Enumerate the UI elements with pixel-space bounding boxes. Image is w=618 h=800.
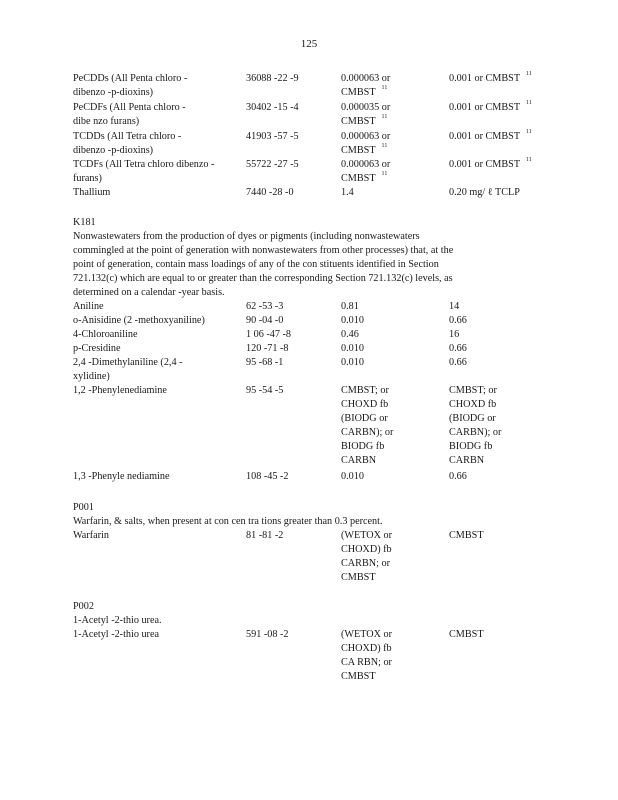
nonwastewater-standard: 14: [449, 301, 460, 312]
table-row: [73, 342, 543, 356]
footnote-ref: 11: [526, 156, 532, 163]
table-row: [73, 628, 543, 684]
cas-number: 95 -54 -5: [246, 385, 284, 396]
table-row: [73, 356, 543, 384]
nonwastewater-standard: CMBST: [449, 629, 484, 640]
wastewater-standard: 0.81: [341, 301, 359, 312]
table-row: [73, 384, 543, 470]
waste-code: P002: [73, 601, 94, 612]
wastewater-standard: 1.4: [341, 187, 354, 198]
nonwastewater-standard: 0.001 or CMBST $^{11}$: [449, 70, 532, 84]
cas-number: 55722 -27 -5: [246, 159, 299, 170]
nonwastewater-standard: 0.001 or CMBST $^{11}$: [449, 99, 532, 113]
k181-section: [73, 216, 543, 484]
nonwastewater-standard: CMBST: [449, 530, 484, 541]
table-row: [73, 158, 543, 186]
wastewater-standard: 0.46: [341, 329, 359, 340]
cas-number: 7440 -28 -0: [246, 187, 294, 198]
nonwastewater-standard: 0.66: [449, 471, 467, 482]
constituent-name: TCDDs (All Tetra chloro - dibenzo -p-dioxins): [73, 131, 182, 156]
table-row: [73, 328, 543, 342]
nonwastewater-standard: 0.66: [449, 357, 467, 368]
p001-section: [73, 501, 543, 585]
constituent-name: PeCDDs (All Penta chloro - dibenzo -p-dioxins): [73, 73, 188, 98]
nonwastewater-standard: 0.001 or CMBST $^{11}$: [449, 128, 532, 142]
cas-number: 108 -45 -2: [246, 471, 289, 482]
wastewater-standard: 0.000063 or CMBST $^{11}$: [341, 131, 391, 156]
waste-description: Nonwastewaters from the production of dyes or pigments (including nonwastewaters commingled at the point of generation with nonwastewaters from other processes) that, at the point of generation, contain mass loadings of any of the con stituents identified in Section 721.132(c) which are equal to or greater than the corresponding Section 721.132(c) levels, as determined on a calendar -year basis.: [73, 231, 454, 298]
constituent-name: 4-Chloroaniline: [73, 329, 138, 340]
cas-number: 95 -68 -1: [246, 357, 284, 368]
page-number: 125: [300, 38, 318, 50]
wastewater-standard: CMBST; or CHOXD fb (BIODG or CARBN); or BIODG fb CARBN: [341, 385, 394, 466]
footnote-ref: 11: [526, 70, 532, 77]
cas-number: 1 06 -47 -8: [246, 329, 291, 340]
waste-code: K181: [73, 217, 96, 228]
footnote-ref: 11: [381, 84, 388, 91]
table-row: [73, 314, 543, 328]
constituent-name: 1,2 -Phenylenediamine: [73, 385, 167, 396]
cas-number: 591 -08 -2: [246, 629, 289, 640]
constituent-name: p-Cresidine: [73, 343, 121, 354]
nonwastewater-standard: 16: [449, 329, 460, 340]
cas-number: 90 -04 -0: [246, 315, 284, 326]
wastewater-standard: 0.000063 or CMBST $^{11}$: [341, 159, 391, 184]
cas-number: 36088 -22 -9: [246, 73, 299, 84]
p002-section: [73, 600, 543, 684]
cas-number: 30402 -15 -4: [246, 102, 299, 113]
constituent-name: 2,4 -Dimethylaniline (2,4 - xylidine): [73, 357, 183, 382]
constituent-name: 1,3 -Phenyle nediamine: [73, 471, 170, 482]
table-row: [73, 529, 543, 585]
constituent-name: Warfarin: [73, 530, 109, 541]
cas-number: 120 -71 -8: [246, 343, 289, 354]
cas-number: 41903 -57 -5: [246, 131, 299, 142]
waste-description: Warfarin, & salts, when present at con cen tra tions greater than 0.3 percent.: [73, 516, 383, 527]
wastewater-standard: 0.010: [341, 357, 364, 368]
dioxin-furan-table: [73, 72, 543, 200]
constituent-name: Aniline: [73, 301, 104, 312]
nonwastewater-standard: 0.20 mg/ ℓ TCLP: [449, 187, 520, 198]
wastewater-standard: 0.010: [341, 471, 364, 482]
wastewater-standard: 0.010: [341, 315, 364, 326]
wastewater-standard: 0.000063 or CMBST $^{11}$: [341, 73, 391, 98]
cas-number: 62 -53 -3: [246, 301, 284, 312]
constituent-name: TCDFs (All Tetra chloro dibenzo - furans): [73, 159, 215, 184]
wastewater-standard: (WETOX or CHOXD) fb CA RBN; or CMBST: [341, 629, 393, 682]
waste-code: P001: [73, 502, 94, 513]
table-row: [73, 300, 543, 314]
constituent-name: 1-Acetyl -2-thio urea: [73, 629, 159, 640]
table-row: [73, 470, 543, 484]
table-row: [73, 186, 543, 200]
footnote-ref: 11: [381, 170, 388, 177]
nonwastewater-standard: CMBST; or CHOXD fb (BIODG or CARBN); or BIODG fb CARBN: [449, 385, 502, 466]
table-row: [73, 130, 543, 158]
footnote-ref: 11: [526, 99, 532, 106]
constituent-name: PeCDFs (All Penta chloro - dibe nzo furans): [73, 102, 186, 127]
nonwastewater-standard: 0.001 or CMBST $^{11}$: [449, 156, 532, 170]
nonwastewater-standard: 0.66: [449, 315, 467, 326]
wastewater-standard: 0.010: [341, 343, 364, 354]
table-row: [73, 72, 543, 101]
footnote-ref: 11: [526, 128, 532, 135]
footnote-ref: 11: [381, 113, 388, 120]
constituent-name: Thallium: [73, 187, 111, 198]
wastewater-standard: (WETOX or CHOXD) fb CARBN; or CMBST: [341, 530, 393, 583]
wastewater-standard: 0.000035 or CMBST $^{11}$: [341, 102, 391, 127]
cas-number: 81 -81 -2: [246, 530, 284, 541]
table-row: [73, 101, 543, 130]
constituent-name: o-Anisidine (2 -methoxyaniline): [73, 315, 205, 326]
nonwastewater-standard: 0.66: [449, 343, 467, 354]
footnote-ref: 11: [381, 142, 388, 149]
waste-description: 1-Acetyl -2-thio urea.: [73, 615, 162, 626]
